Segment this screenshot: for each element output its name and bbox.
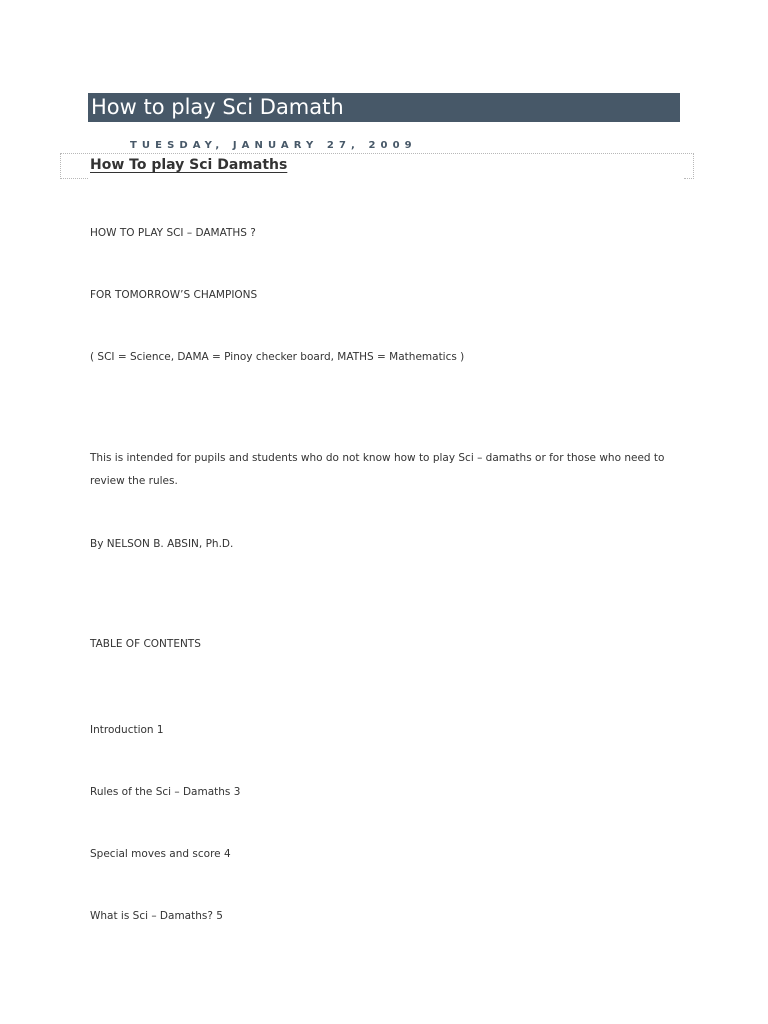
post-intro-paragraph: This is intended for pupils and students who do not know how to play Sci – damaths or for those who need to review the rules. bbox=[90, 452, 665, 487]
toc-item: Rules of the Sci – Damaths 3 bbox=[90, 786, 241, 798]
blog-title-bar bbox=[88, 93, 680, 122]
post-subheading: FOR TOMORROW’S CHAMPIONS bbox=[90, 289, 258, 301]
toc-item: Introduction 1 bbox=[90, 724, 164, 736]
post-acronym-note: ( SCI = Science, DAMA = Pinoy checker board, MATHS = Mathematics ) bbox=[90, 351, 465, 363]
frame-corner-right bbox=[684, 178, 694, 179]
toc-item: What is Sci – Damaths? 5 bbox=[90, 910, 223, 922]
post-heading-question: HOW TO PLAY SCI – DAMATHS ? bbox=[90, 227, 256, 239]
post-title-link[interactable]: How To play Sci Damaths bbox=[90, 157, 288, 173]
post-date: TUESDAY, JANUARY 27, 2009 bbox=[130, 140, 417, 151]
toc-item: Special moves and score 4 bbox=[90, 848, 231, 860]
blog-title[interactable]: How to play Sci Damath bbox=[91, 95, 344, 119]
frame-corner-left bbox=[60, 178, 88, 179]
toc-heading: TABLE OF CONTENTS bbox=[90, 638, 201, 650]
post-author-line: By NELSON B. ABSIN, Ph.D. bbox=[90, 538, 234, 550]
